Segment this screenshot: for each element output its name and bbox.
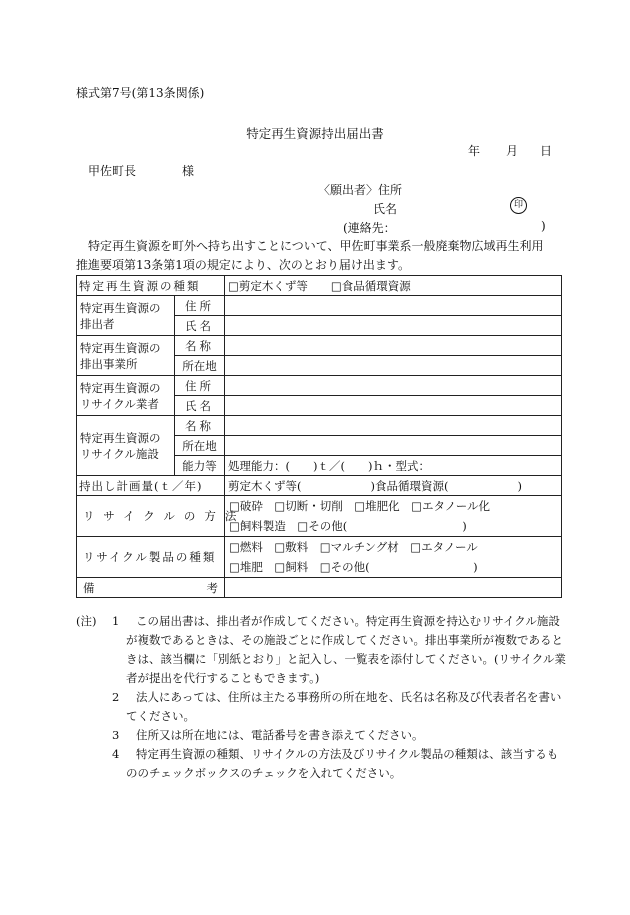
method-options-line-2: □飼料製造 □その他( ) — [229, 519, 467, 533]
intro-paragraph: 特定再生資源を町外へ持ち出すことについて、甲佐町事業系一般廃棄物広域再生利用推進要項第13条第1項の規定により、次のとおり届け出ます。 — [76, 239, 544, 272]
resource-type-options[interactable]: □剪定木くず等 □食品循環資源 — [225, 276, 562, 296]
recycle-facility-location-label: 所在地 — [175, 436, 225, 456]
table-row — [77, 376, 562, 396]
seal-icon: 印 — [510, 197, 527, 214]
product-options-line-1: □燃料 □敷料 □マルチング材 □エタノール — [229, 540, 478, 554]
facility-name-field[interactable] — [225, 336, 562, 356]
notes-mark: (注) — [76, 614, 97, 628]
table-row — [77, 416, 562, 436]
recycler-label: 特定再生資源のリサイクル業者 — [77, 376, 175, 416]
product-options-line-2: □堆肥 □飼料 □その他( ) — [229, 560, 478, 574]
recycle-facility-name-label: 名称 — [175, 416, 225, 436]
note-item — [76, 688, 566, 726]
discharger-address-label: 住所 — [175, 296, 225, 316]
applicant-address-label: 〈願出者〉住所 — [318, 183, 403, 197]
recycle-facility-location-field[interactable] — [225, 436, 562, 456]
product-options[interactable] — [225, 537, 562, 578]
facility-label: 特定再生資源の排出事業所 — [77, 336, 175, 376]
note-text: この届出書は、排出者が作成してください。特定再生資源を持込むリサイクル施設が複数であるときは、その施設ごとに作成してください。排出事業所が複数であるときは、該当欄に「別紙とおり」と記入し、一覧表を添付してください。(リサイクル業者が提出を代行することもできます。) — [126, 614, 566, 685]
plan-label: 持出し計画量(ｔ／年) — [77, 476, 225, 496]
note-text: 特定再生資源の種類、リサイクルの方法及びリサイクル製品の種類は、該当するもののチェックボックスのチェックを入れてください。 — [126, 747, 559, 780]
method-label: リサイクルの方法 — [77, 496, 225, 537]
table-row — [77, 336, 562, 356]
date-day: 日 — [540, 144, 553, 158]
remarks-label-2: 考 — [206, 580, 218, 595]
recycler-address-field[interactable] — [225, 376, 562, 396]
table-row — [77, 296, 562, 316]
table-row — [77, 476, 562, 496]
resource-type-label: 特定再生資源の種類 — [77, 276, 225, 296]
method-options-line-1: □破砕 □切断・切削 □堆肥化 □エタノール化 — [229, 499, 491, 513]
note-item — [76, 745, 566, 783]
plan-field[interactable]: 剪定木くず等( )食品循環資源( ) — [225, 476, 562, 496]
capacity-field[interactable]: 処理能力：( )ｔ／( )ｈ・型式： — [225, 456, 562, 476]
table-row — [77, 578, 562, 598]
discharger-address-field[interactable] — [225, 296, 562, 316]
addressee-suffix: 様 — [182, 164, 195, 178]
capacity-label: 能力等 — [175, 456, 225, 476]
remarks-label — [77, 578, 225, 598]
discharger-name-field[interactable] — [225, 316, 562, 336]
facility-name-label: 名称 — [175, 336, 225, 356]
method-options[interactable] — [225, 496, 562, 537]
note-item — [76, 612, 566, 688]
note-number: 4 — [112, 747, 120, 761]
note-number: 3 — [112, 728, 120, 742]
remarks-label-1: 備 — [83, 580, 95, 595]
product-label: リサイクル製品の種類 — [77, 537, 225, 578]
remarks-field[interactable] — [225, 578, 562, 598]
table-row — [77, 276, 562, 296]
note-text: 住所又は所在地には、電話番号を書き添えてください。 — [136, 728, 424, 742]
recycle-facility-label: 特定再生資源のリサイクル施設 — [77, 416, 175, 476]
facility-location-field[interactable] — [225, 356, 562, 376]
applicant-name-label: 氏名 — [373, 202, 398, 216]
discharger-label: 特定再生資源の排出者 — [77, 296, 175, 336]
form-number: 様式第7号(第13条関係) — [76, 86, 205, 100]
addressee: 甲佐町長 — [88, 164, 137, 178]
recycler-name-field[interactable] — [225, 396, 562, 416]
recycler-name-label: 氏名 — [175, 396, 225, 416]
note-item — [76, 726, 566, 745]
document-title: 特定再生資源持出届出書 — [246, 126, 384, 141]
table-row — [77, 537, 562, 578]
discharger-name-label: 氏名 — [175, 316, 225, 336]
facility-location-label: 所在地 — [175, 356, 225, 376]
note-number: 1 — [112, 614, 120, 628]
table-row — [77, 496, 562, 537]
application-table — [76, 275, 562, 598]
contact-close: ) — [541, 219, 546, 233]
recycle-facility-name-field[interactable] — [225, 416, 562, 436]
recycler-address-label: 住所 — [175, 376, 225, 396]
date-year: 年 — [468, 144, 481, 158]
notes-section — [76, 612, 566, 783]
note-number: 2 — [112, 690, 120, 704]
note-text: 法人にあっては、住所は主たる事務所の所在地を、氏名は名称及び代表者名を書いてください。 — [126, 690, 562, 723]
contact-label: (連絡先： — [343, 221, 396, 235]
date-month: 月 — [506, 144, 519, 158]
